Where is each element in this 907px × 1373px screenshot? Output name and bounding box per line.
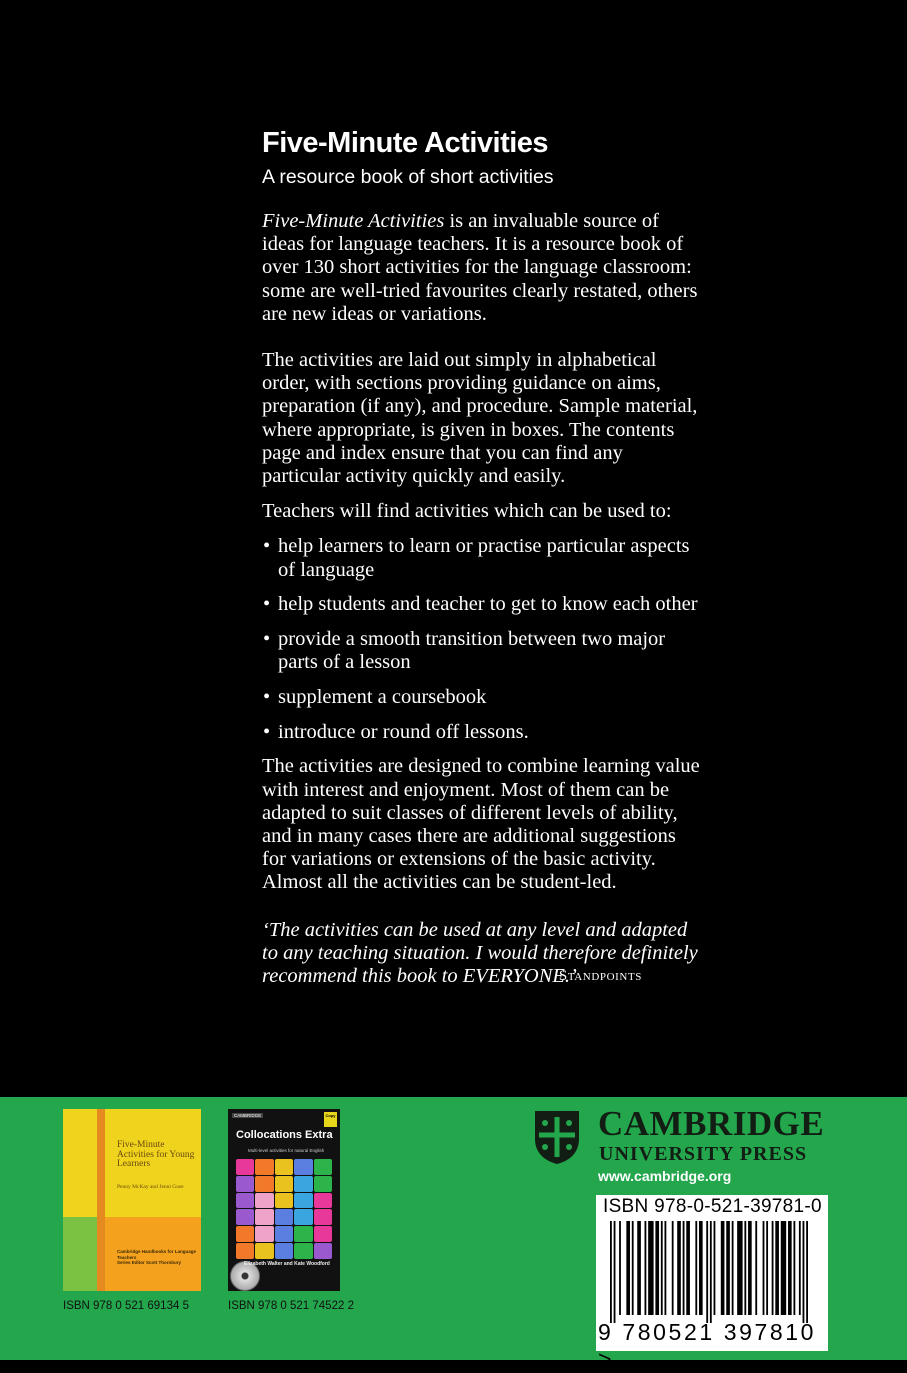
series-editor: Series Editor Scott Thornbury (117, 1260, 182, 1265)
related-book-cover-1 (63, 1109, 201, 1291)
barcode-bar (806, 1221, 808, 1323)
list-item (262, 686, 702, 709)
barcode-bar (614, 1221, 616, 1323)
review-quote (262, 919, 702, 989)
list-item-text: help students and teacher to get to know each other (278, 593, 698, 616)
paragraph-3: Teachers will find activities which can be used to: (262, 500, 672, 523)
barcode-bar (683, 1221, 685, 1315)
cambridge-shield-icon (533, 1109, 581, 1165)
barcode-bar (645, 1221, 647, 1315)
cover-stripe (97, 1109, 105, 1291)
cover-art-tile (314, 1159, 332, 1175)
quote-text: ‘The activities can be used at any level and adapted to any teaching situation. I would therefore definitely recommend this book to EVERYONE.’ (262, 918, 698, 987)
barcode-bars (610, 1221, 808, 1323)
publisher-name: CAMBRIDGE (598, 1104, 825, 1143)
barcode-bar (626, 1221, 630, 1315)
cover-art-tile (255, 1176, 273, 1192)
cover-art-tile (314, 1226, 332, 1242)
book-subtitle: A resource book of short activities (262, 166, 554, 188)
barcode-digits: 9 780521 397810 > (598, 1319, 817, 1372)
description (262, 210, 702, 988)
list-item (262, 535, 702, 581)
barcode-bar (737, 1221, 742, 1315)
related-book-authors: Elizabeth Walter and Kate Woodford (244, 1261, 330, 1267)
cover-art-tile (255, 1193, 273, 1209)
cover-art-tile (294, 1226, 312, 1242)
list-item-text: help learners to learn or practise particular aspects of language (278, 535, 690, 581)
publisher-press: UNIVERSITY PRESS (599, 1143, 808, 1165)
barcode-bar (732, 1221, 734, 1315)
barcode-bar (744, 1221, 746, 1315)
paragraph-2: The activities are laid out simply in alphabetical order, with sections providing guidance on aims, preparation (if any), and procedure. Sample material, where appropriate, is given in boxes. The contents page and index ensure that you can find any particular activity quickly and easily. (262, 349, 698, 488)
barcode-bar (726, 1221, 730, 1315)
bullet: • (263, 685, 271, 708)
isbn: ISBN 978-0-521-39781-0 (603, 1196, 822, 1217)
barcode-bar (672, 1221, 674, 1315)
paragraph-4: The activities are designed to combine learning value with interest and enjoyment. Most of them can be adapted to suit classes of different levels of ability, and in many cases there are additional suggestions for variations or extensions of the basic activity. Almost all the activities can be student-led. (262, 755, 700, 894)
barcode-bar (755, 1221, 757, 1315)
cover-art-tile (275, 1159, 293, 1175)
cover-art-tile (294, 1176, 312, 1192)
barcode-bar (766, 1221, 768, 1315)
cover-art-tile (255, 1243, 273, 1259)
list-item (262, 628, 702, 674)
cover-art-tile (275, 1243, 293, 1259)
barcode-bar (803, 1221, 805, 1323)
cover-art-tile (236, 1176, 254, 1192)
cover-art-tile (314, 1193, 332, 1209)
barcode (596, 1195, 828, 1372)
cover-art-tile (255, 1159, 273, 1175)
barcode-bar (714, 1221, 716, 1315)
cover-art-tile (275, 1193, 293, 1209)
quote-source: Standpoints (558, 967, 642, 984)
blurb (262, 124, 702, 988)
cover-art-tile (255, 1226, 273, 1242)
cover-art-tile (236, 1209, 254, 1225)
barcode-bar (695, 1221, 697, 1315)
cover-art-tile (275, 1209, 293, 1225)
related-book-series (117, 1249, 197, 1266)
barcode-bar (632, 1221, 634, 1315)
cover-art-tile (314, 1209, 332, 1225)
cover-art-tile (275, 1176, 293, 1192)
barcode-bar (781, 1221, 786, 1315)
series-name: Cambridge Handbooks for Language Teachers (117, 1249, 197, 1260)
barcode-bar (793, 1221, 795, 1315)
cover-art-tile (294, 1209, 312, 1225)
cover-art-tile (275, 1226, 293, 1242)
barcode-bar (799, 1221, 801, 1315)
barcode-bar (763, 1221, 765, 1315)
cover-art-tile (314, 1243, 332, 1259)
barcode-bar (748, 1221, 752, 1315)
barcode-bar (775, 1221, 779, 1315)
barcode-bar (619, 1221, 621, 1315)
related-book-isbn: ISBN 978 0 521 69134 5 (63, 1300, 189, 1312)
barcode-bar (699, 1221, 703, 1315)
title-emphasis: Five-Minute Activities (262, 210, 445, 232)
cover-art-tile (236, 1159, 254, 1175)
related-book-cover-2 (228, 1109, 340, 1291)
copy-badge: Copy (324, 1112, 337, 1127)
cover-art-tile (236, 1226, 254, 1242)
barcode-bar (788, 1221, 792, 1315)
cover-art-grid (236, 1159, 332, 1259)
bullet: • (263, 720, 271, 743)
bullet: • (263, 628, 271, 651)
publisher-label: CAMBRIDGE (234, 1113, 262, 1118)
cover-art-tile (236, 1243, 254, 1259)
related-book-subtitle: Multi-level activities for natural English (248, 1148, 325, 1153)
bullet: • (263, 535, 271, 558)
uses-list (262, 535, 702, 743)
barcode-bar (710, 1221, 712, 1323)
barcode-bar (655, 1221, 659, 1315)
barcode-bar (637, 1221, 641, 1315)
list-item-text: introduce or round off lessons. (278, 720, 529, 743)
barcode-bar (686, 1221, 690, 1315)
cover-art-tile (294, 1243, 312, 1259)
cover-art-tile (294, 1159, 312, 1175)
barcode-bar (772, 1221, 774, 1315)
cover-art-tile (294, 1193, 312, 1209)
paragraph-1 (262, 210, 702, 326)
barcode-bar (677, 1221, 681, 1315)
list-item (262, 593, 702, 616)
related-book-title: Collocations Extra (236, 1129, 333, 1141)
related-book-isbn: ISBN 978 0 521 74522 2 (228, 1300, 354, 1312)
cover-art-tile (255, 1209, 273, 1225)
barcode-bar (610, 1221, 612, 1323)
cover-art-tile (236, 1193, 254, 1209)
related-book-authors: Penny McKay and Jenni Guse (117, 1184, 184, 1190)
book-title: Five-Minute Activities (262, 127, 549, 159)
bullet: • (263, 593, 271, 616)
paragraph-1-text: is an invaluable source of ideas for language teachers. It is a resource book of over 130 short activities for the language classroom: some are well-tried favourites clearly restated, others are new ideas or variations. (262, 210, 698, 325)
list-item-text: provide a smooth transition between two major parts of a lesson (278, 628, 666, 674)
cover-block (63, 1217, 97, 1291)
barcode-bar (721, 1221, 725, 1315)
list-item (262, 721, 702, 744)
related-book-title: Five-Minute Activities for Young Learners (117, 1140, 195, 1169)
publisher-url: www.cambridge.org (598, 1168, 732, 1184)
barcode-bar (664, 1221, 666, 1315)
list-item-text: supplement a coursebook (278, 685, 487, 708)
cover-art-tile (314, 1176, 332, 1192)
barcode-bar (648, 1221, 653, 1315)
barcode-bar (706, 1221, 708, 1323)
barcode-bar (661, 1221, 663, 1315)
